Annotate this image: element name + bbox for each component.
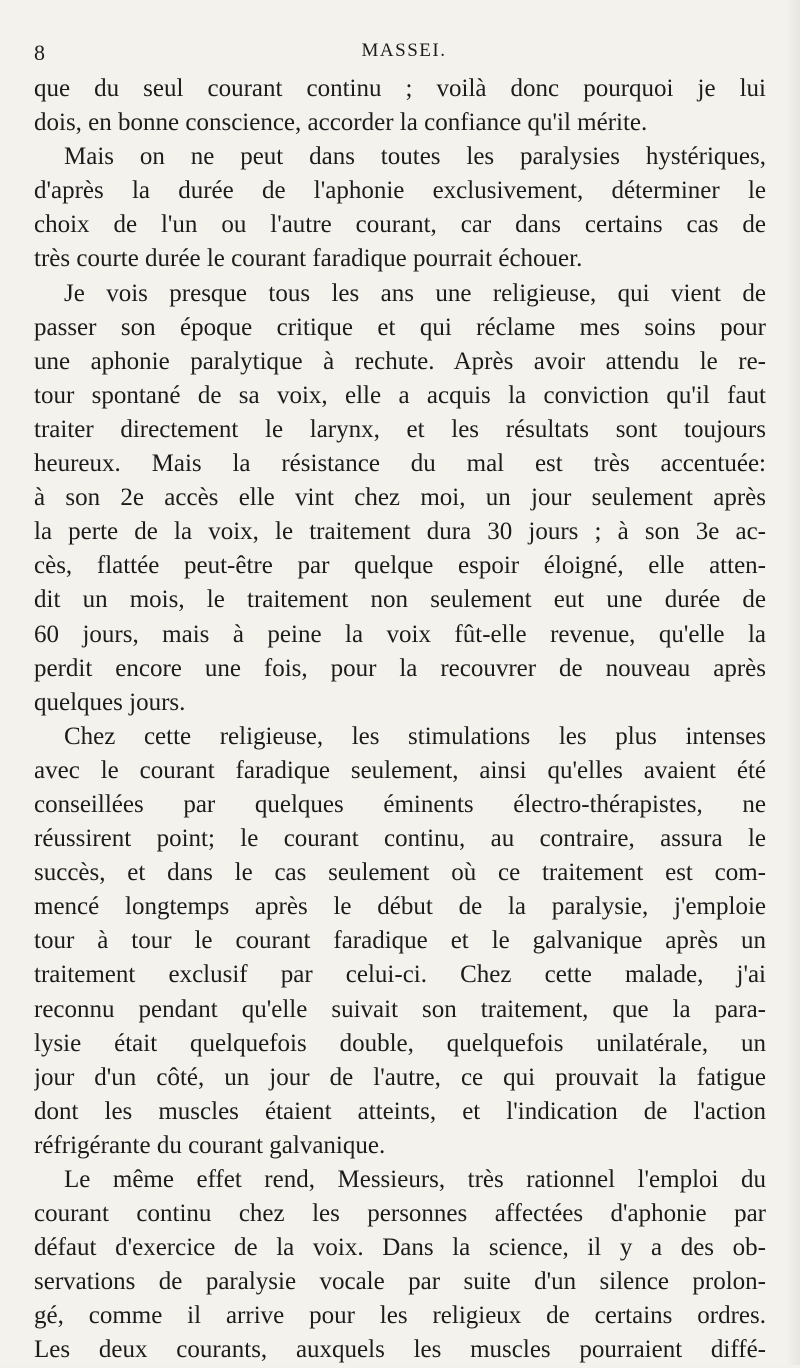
body-text — [34, 72, 766, 1368]
page-header — [34, 34, 774, 70]
text-line: une aphonie paralytique à rechute. Après avoir attendu le re- — [34, 347, 766, 375]
text-line: dit un mois, le traitement non seulement eut une durée de — [34, 586, 766, 614]
text-line: courant continu chez les personnes affectées d'aphonie par — [34, 1200, 766, 1228]
text-line: choix de l'un ou l'autre courant, car dans certains cas de — [34, 211, 766, 239]
text-line: Les deux courants, auxquels les muscles pourraient diffé- — [34, 1336, 766, 1364]
text-line: servations de paralysie vocale par suite d'un silence prolon- — [34, 1268, 766, 1296]
page-number: 8 — [34, 40, 45, 65]
text-line: jour d'un côté, un jour de l'autre, ce qui prouvait la fatigue — [34, 1063, 766, 1091]
text-line: à son 2e accès elle vint chez moi, un jour seulement après — [34, 484, 766, 512]
text-line: 60 jours, mais à peine la voix fût-elle revenue, qu'elle la — [34, 620, 766, 648]
text-line: Mais on ne peut dans toutes les paralysies hystériques, — [64, 143, 766, 171]
text-line: succès, et dans le cas seulement où ce traitement est com- — [34, 859, 766, 887]
text-line: réussirent point; le courant continu, au contraire, assura le — [34, 825, 766, 853]
text-line: tour à tour le courant faradique et le galvanique après un — [34, 927, 766, 955]
text-line: Je vois presque tous les ans une religieuse, qui vient de — [64, 279, 766, 307]
text-line: quelques jours. — [34, 688, 186, 716]
text-line: gé, comme il arrive pour les religieux de certains ordres. — [34, 1302, 766, 1330]
text-line: défaut d'exercice de la voix. Dans la science, il y a des ob- — [34, 1234, 766, 1262]
text-line: avec le courant faradique seulement, ainsi qu'elles avaient été — [34, 756, 766, 784]
text-line: conseillées par quelques éminents électro-thérapistes, ne — [34, 790, 766, 818]
text-line: heureux. Mais la résistance du mal est très accentuée: — [34, 450, 766, 478]
text-line: lysie était quelquefois double, quelquefois unilatérale, un — [34, 1029, 766, 1057]
text-line: que du seul courant continu ; voilà donc pourquoi je lui — [34, 75, 766, 102]
text-line: tour spontané de sa voix, elle a acquis la conviction qu'il faut — [34, 381, 766, 409]
text-line: la perte de la voix, le traitement dura 30 jours ; à son 3e ac- — [34, 518, 766, 546]
text-line: dont les muscles étaient atteints, et l'indication de l'action — [34, 1097, 766, 1125]
text-line: très courte durée le courant faradique pourrait échouer. — [34, 245, 583, 273]
text-line: cès, flattée peut-être par quelque espoir éloigné, elle atten- — [34, 552, 766, 580]
text-line: Chez cette religieuse, les stimulations les plus intenses — [64, 722, 766, 750]
page-edge-shadow — [786, 0, 800, 1365]
text-line: réfrigérante du courant galvanique. — [34, 1131, 386, 1159]
text-line: traiter directement le larynx, et les résultats sont toujours — [34, 415, 766, 443]
text-line: passer son époque critique et qui réclame mes soins pour — [34, 313, 766, 341]
running-head: MASSEI. — [361, 40, 447, 61]
text-line: perdit encore une fois, pour la recouvrer de nouveau après — [34, 654, 766, 682]
text-line: mencé longtemps après le début de la paralysie, j'emploie — [34, 893, 766, 921]
text-line: Le même effet rend, Messieurs, très rationnel l'emploi du — [64, 1166, 766, 1193]
text-line: traitement exclusif par celui-ci. Chez cette malade, j'ai — [34, 961, 766, 989]
text-line: dois, en bonne conscience, accorder la confiance qu'il mérite. — [34, 109, 648, 137]
text-line: d'après la durée de l'aphonie exclusivement, déterminer le — [34, 177, 766, 205]
text-line: reconnu pendant qu'elle suivait son traitement, que la para- — [34, 995, 766, 1023]
